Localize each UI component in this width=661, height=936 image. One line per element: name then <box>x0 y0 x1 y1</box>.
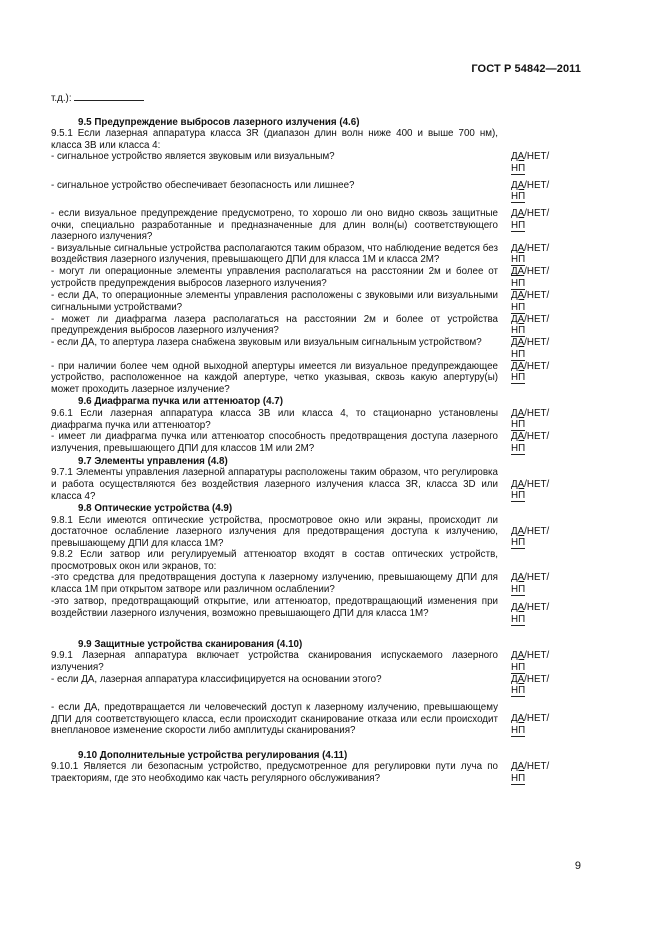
section-lead-9-8-2: 9.8.2 Если затвор или регулируемый аттенюатор входят в состав оптических устройств, просмотровых окон или экранов, то: <box>51 549 498 572</box>
answer-options <box>511 431 581 455</box>
answer-na[interactable]: НП <box>511 490 526 502</box>
question-row <box>51 515 581 550</box>
intro-line <box>51 91 581 105</box>
answer-yes[interactable]: ДА <box>511 407 525 419</box>
answer-na[interactable]: НП <box>511 325 526 337</box>
answer-yes[interactable]: ДА <box>511 572 525 584</box>
answer-options <box>511 479 581 503</box>
answer-no[interactable]: /НЕТ/ <box>524 290 550 302</box>
question-row <box>51 596 581 626</box>
question-text: - сигнальное устройство обеспечивает безопасность или лишнее? <box>51 179 355 191</box>
question-row <box>51 572 581 596</box>
answer-yes[interactable]: ДА <box>511 478 525 490</box>
answer-yes[interactable]: ДА <box>511 360 525 372</box>
answer-yes[interactable]: ДА <box>511 337 525 349</box>
question-row <box>51 650 581 674</box>
answer-na[interactable]: НП <box>511 162 526 174</box>
answer-options <box>511 314 581 338</box>
question-row <box>51 467 581 502</box>
answer-options <box>511 526 581 550</box>
answer-no[interactable]: /НЕТ/ <box>524 313 550 325</box>
answer-no[interactable]: /НЕТ/ <box>524 208 550 220</box>
answer-options <box>511 572 581 596</box>
answer-options <box>511 337 581 361</box>
question-text: - имеет ли диафрагма пучка или аттенюатор способность предотвращения доступа лазерного излучения, превышающего ДПИ для классов 1М или 2М? <box>51 431 498 454</box>
question-text: 9.9.1 Лазерная аппаратура включает устройства сканирования испускаемого лазерного излучения? <box>51 650 498 673</box>
section-heading-9-5: 9.5 Предупреждение выбросов лазерного излучения (4.6) <box>78 116 360 128</box>
answer-no[interactable]: /НЕТ/ <box>524 179 550 191</box>
section-heading-9-6: 9.6 Диафрагма пучка или аттенюатор (4.7) <box>78 396 284 408</box>
question-row <box>51 180 581 204</box>
answer-options <box>511 180 581 204</box>
question-row <box>51 208 581 243</box>
question-text: - если визуальное предупреждение предусмотрено, то хорошо ли оно видно сквозь защитные очки, специально разработанные и предназначенные для длин волн(ы) соответствующего лазерного излучения? <box>51 208 498 243</box>
answer-options <box>511 266 581 290</box>
answer-yes[interactable]: ДА <box>511 650 525 662</box>
blank-field <box>74 91 144 101</box>
answer-no[interactable]: /НЕТ/ <box>524 673 550 685</box>
answer-no[interactable]: /НЕТ/ <box>524 650 550 662</box>
question-text: 9.8.1 Если имеются оптические устройства, просмотровое окно или экраны, происходит ли достаточное ослабление лазерного излучения для предотвращения доступа к излучению, превышающему ДПИ для класса 1М? <box>51 514 498 549</box>
answer-na[interactable]: НП <box>511 191 526 203</box>
section-heading-9-9: 9.9 Защитные устройства сканирования (4.10) <box>78 638 303 650</box>
answer-options <box>511 290 581 314</box>
question-row <box>51 431 581 455</box>
answer-no[interactable]: /НЕТ/ <box>524 713 550 725</box>
question-text: - визуальные сигнальные устройства располагаются таким образом, что наблюдение ведется без воздействия лазерного излучения, превышающего ДПИ для класса 1М и класса 2М? <box>51 242 498 266</box>
answer-na[interactable]: НП <box>511 661 526 673</box>
answer-no[interactable]: /НЕТ/ <box>524 360 550 372</box>
answer-yes[interactable]: ДА <box>511 179 525 191</box>
answer-na[interactable]: НП <box>511 348 526 360</box>
question-row <box>51 408 581 432</box>
answer-no[interactable]: /НЕТ/ <box>524 601 550 613</box>
answer-yes[interactable]: ДА <box>511 713 525 725</box>
answer-yes[interactable]: ДА <box>511 431 525 443</box>
question-row <box>51 290 581 314</box>
question-text: -это затвор, предотвращающий открытие, или аттенюатор, предотвращающий изменения при воздействии лазерного излучения, возможно превышающего ДПИ для класса 1М? <box>51 595 498 619</box>
answer-yes[interactable]: ДА <box>511 601 525 613</box>
answer-na[interactable]: НП <box>511 301 526 313</box>
answer-yes[interactable]: ДА <box>511 313 525 325</box>
answer-no[interactable]: /НЕТ/ <box>524 431 550 443</box>
answer-na[interactable]: НП <box>511 772 526 784</box>
answer-options <box>511 713 581 737</box>
answer-yes[interactable]: ДА <box>511 151 525 163</box>
answer-yes[interactable]: ДА <box>511 242 525 254</box>
answer-options <box>511 151 581 175</box>
section-heading-9-10: 9.10 Дополнительные устройства регулирования (4.11) <box>78 749 348 761</box>
answer-options <box>511 596 581 626</box>
document-code: ГОСТ Р 54842—2011 <box>471 63 581 75</box>
answer-yes[interactable]: ДА <box>511 208 525 220</box>
answer-yes[interactable]: ДА <box>511 673 525 685</box>
answer-yes[interactable]: ДА <box>511 290 525 302</box>
answer-na[interactable]: НП <box>511 219 526 231</box>
answer-no[interactable]: /НЕТ/ <box>524 407 550 419</box>
answer-no[interactable]: /НЕТ/ <box>524 151 550 163</box>
question-text: - могут ли операционные элементы управления располагаться на расстоянии 2м и более от устройств предупреждения выбросов лазерного излучения? <box>51 266 498 290</box>
question-text: - если ДА, предотвращается ли человеческий доступ к лазерному излучению, превышающему ДПИ для соответствующего класса, если происходит сканирование отказа или если происходит внеплановое изменение скорости либо амплитуды сканирования? <box>51 702 498 737</box>
question-text: - если ДА, то операционные элементы управления расположены с звуковыми или визуальными сигнальными устройствами? <box>51 290 498 313</box>
answer-no[interactable]: /НЕТ/ <box>524 478 550 490</box>
answer-options <box>511 761 581 785</box>
answer-na[interactable]: НП <box>511 613 526 625</box>
section-heading-9-8: 9.8 Оптические устройства (4.9) <box>78 503 233 515</box>
answer-na[interactable]: НП <box>511 442 526 454</box>
answer-na[interactable]: НП <box>511 724 526 736</box>
question-text: - может ли диафрагма лазера располагаться на расстоянии 2м и более от устройства предупреждения выбросов лазерного излучения? <box>51 313 498 337</box>
question-text: 9.6.1 Если лазерная аппаратура класса 3В или класса 4, то стационарно установлены диафрагма пучка или аттенюатор? <box>51 408 498 431</box>
answer-options <box>511 674 581 698</box>
answer-no[interactable]: /НЕТ/ <box>524 242 550 254</box>
answer-no[interactable]: /НЕТ/ <box>524 337 550 349</box>
answer-na[interactable]: НП <box>511 537 526 549</box>
question-text: -это средства для предотвращения доступа к лазерному излучению, превышающему ДПИ для класса 1М при открытом затворе или различном ослаблении? <box>51 572 498 595</box>
question-text: 9.10.1 Является ли безопасным устройство, предусмотренное для регулировки пути луча по траекториям, где это необходимо как часть регулярного обслуживания? <box>51 761 498 784</box>
answer-yes[interactable]: ДА <box>511 266 525 278</box>
question-text: - если ДА, то апертура лазера снабжена звуковым или визуальным сигнальным устройством? <box>51 337 482 349</box>
answer-no[interactable]: /НЕТ/ <box>524 572 550 584</box>
question-row <box>51 674 581 698</box>
question-row <box>51 361 581 396</box>
question-row <box>51 761 581 785</box>
question-text: 9.7.1 Элементы управления лазерной аппаратуры расположены таким образом, что регулировка и работа осуществляются без воздействия лазерного излучения класса 3R, класса 3D или класса 4? <box>51 467 498 502</box>
answer-yes[interactable]: ДА <box>511 761 525 773</box>
answer-na[interactable]: НП <box>511 583 526 595</box>
answer-options <box>511 361 581 385</box>
question-text: - при наличии более чем одной выходной апертуры имеется ли визуальное предупреждающее устройство, расположенное на каждой апертуре, четко указывая, сквозь какую апертуру(ы) может проходить лазерное излучение? <box>51 360 498 395</box>
question-text: - если ДА, лазерная аппаратура классифицируется на основании этого? <box>51 673 382 685</box>
answer-no[interactable]: /НЕТ/ <box>524 761 550 773</box>
question-row <box>51 266 581 290</box>
answer-options <box>511 208 581 232</box>
answer-na[interactable]: НП <box>511 372 526 384</box>
answer-options <box>511 408 581 432</box>
answer-no[interactable]: /НЕТ/ <box>524 266 550 278</box>
answer-options <box>511 650 581 674</box>
answer-na[interactable]: НП <box>511 278 526 290</box>
question-row <box>51 337 581 361</box>
question-row <box>51 314 581 338</box>
answer-options <box>511 243 581 267</box>
section-lead-9-5-1: 9.5.1 Если лазерная аппаратура класса 3R (диапазон длин волн ниже 400 и выше 700 нм), класса 3В или класса 4: <box>51 128 498 151</box>
answer-na[interactable]: НП <box>511 685 526 697</box>
question-row <box>51 151 581 175</box>
answer-yes[interactable]: ДА <box>511 525 525 537</box>
answer-na[interactable]: НП <box>511 419 526 431</box>
question-text: - сигнальное устройство является звуковым или визуальным? <box>51 151 335 163</box>
answer-no[interactable]: /НЕТ/ <box>524 525 550 537</box>
question-row <box>51 243 581 267</box>
answer-na[interactable]: НП <box>511 254 526 266</box>
document-body <box>51 91 581 785</box>
section-heading-9-7: 9.7 Элементы управления (4.8) <box>78 455 228 467</box>
page-number: 9 <box>574 860 581 872</box>
intro-text: т.д.): <box>51 93 72 104</box>
question-row <box>51 702 581 737</box>
